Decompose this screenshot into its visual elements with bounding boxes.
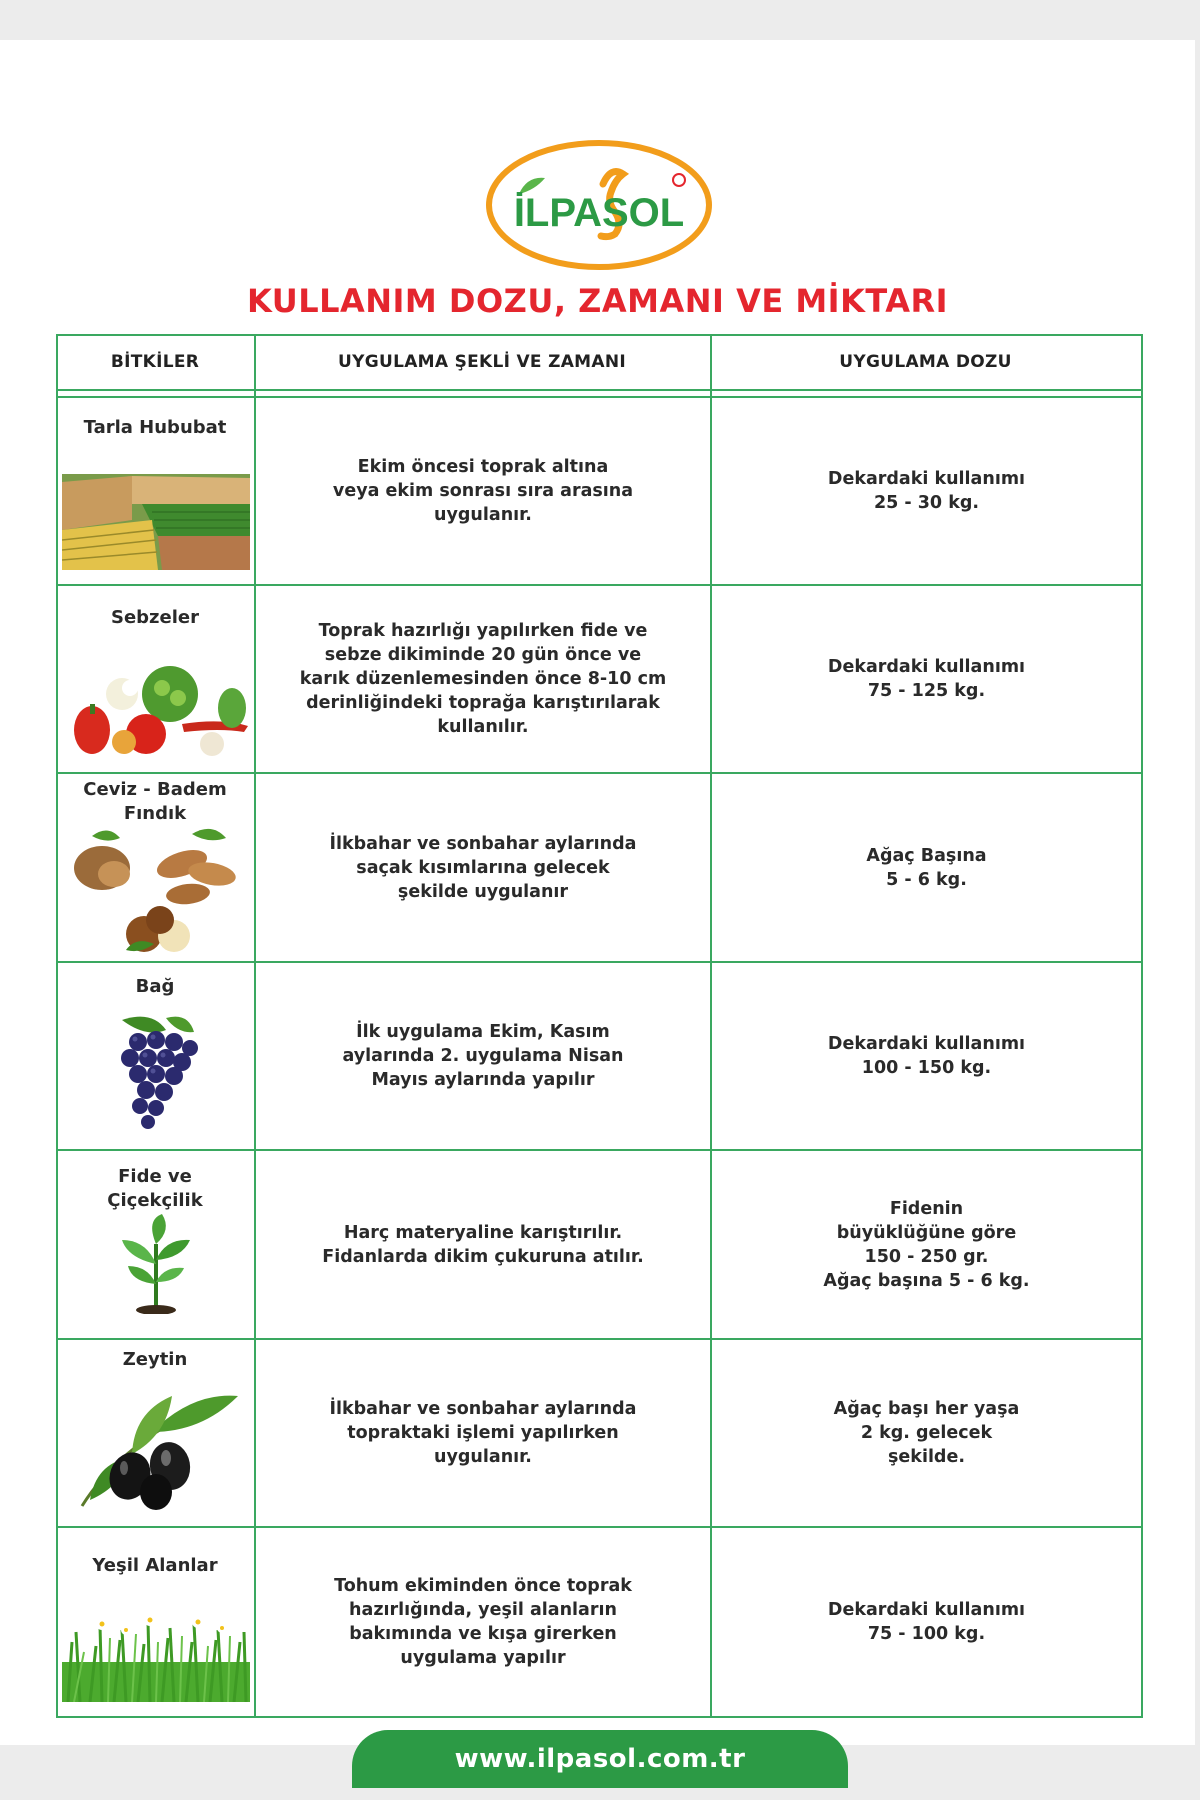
plant-name: Yeşil Alanlar <box>92 1555 218 1576</box>
plant-name: Bağ <box>135 976 175 997</box>
dosage-table <box>56 334 1143 1718</box>
dose-cell: Dekardaki kullanımı 75 - 125 kg. <box>827 657 1026 701</box>
method-cell: İlkbahar ve sonbahar aylarında topraktaki işlemi yapılırken uygulanır. <box>329 1399 637 1467</box>
plant-name: Tarla Hububat <box>83 417 227 438</box>
dose-cell: Fidenin büyüklüğüne göre 150 - 250 gr. Ağaç başına 5 - 6 kg. <box>823 1198 1030 1291</box>
vegetables-image <box>62 654 250 760</box>
nuts-image <box>62 824 250 958</box>
grapes-image <box>62 1012 250 1136</box>
plant-name: Sebzeler <box>111 607 199 628</box>
header-method: UYGULAMA ŞEKLİ VE ZAMANI <box>338 352 626 372</box>
plant-name: Ceviz - Badem Fındık <box>83 779 227 824</box>
seedling-image <box>62 1214 250 1314</box>
plant-name: Fide ve Çiçekçilik <box>107 1166 203 1211</box>
method-cell: Tohum ekiminden önce toprak hazırlığında, yeşil alanların bakımında ve kışa girerken uygulama yapılır <box>334 1576 632 1668</box>
dose-cell: Ağaç Başına 5 - 6 kg. <box>866 845 987 890</box>
method-cell: İlk uygulama Ekim, Kasım aylarında 2. uygulama Nisan Mayıs aylarında yapılır <box>342 1022 624 1090</box>
page-title: KULLANIM DOZU, ZAMANI VE MİKTARI <box>246 282 949 320</box>
grass-image <box>62 1602 250 1702</box>
method-cell: İlkbahar ve sonbahar aylarında saçak kısımlarına gelecek şekilde uygulanır <box>329 833 637 902</box>
method-cell: Ekim öncesi toprak altına veya ekim sonrası sıra arasına uygulanır. <box>332 457 634 525</box>
header-dose: UYGULAMA DOZU <box>839 352 1012 372</box>
plant-name: Zeytin <box>122 1349 188 1370</box>
dose-cell: Dekardaki kullanımı 25 - 30 kg. <box>827 469 1026 513</box>
header-plants: BİTKİLER <box>110 352 200 372</box>
dose-cell: Dekardaki kullanımı 100 - 150 kg. <box>827 1034 1026 1078</box>
document-page <box>0 40 1195 1774</box>
olive-image <box>62 1382 250 1512</box>
dose-cell: Dekardaki kullanımı 75 - 100 kg. <box>827 1600 1026 1644</box>
method-cell: Harç materyaline karıştırılır. Fidanlarda dikim çukuruna atılır. <box>322 1222 644 1267</box>
website-link[interactable]: www.ilpasol.com.tr <box>352 1730 848 1788</box>
svg-text:İLPASOL: İLPASOL <box>513 191 685 235</box>
wheat-field-image <box>62 474 250 570</box>
method-cell: Toprak hazırlığı yapılırken fide ve sebze dikiminde 20 gün önce ve karık düzenlemesinden önce 8-10 cm derinliğindeki toprağa karıştırılarak kullanılır. <box>299 621 667 737</box>
dose-cell: Ağaç başı her yaşa 2 kg. gelecek şekilde. <box>833 1399 1020 1467</box>
ilpasol-logo <box>483 136 715 274</box>
